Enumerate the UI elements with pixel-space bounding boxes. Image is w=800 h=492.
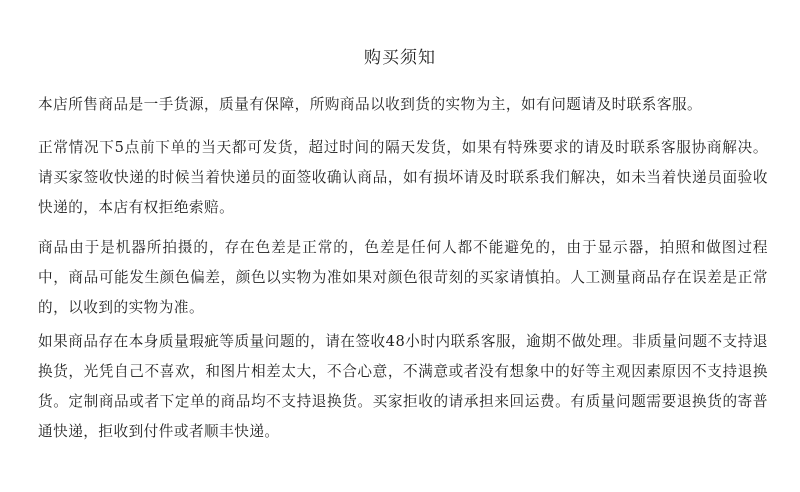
notice-paragraph-returns: 如果商品存在本身质量瑕疵等质量问题的，请在签收48小时内联系客服，逾期不做处理。非质量问题不支持退换货，光凭自己不喜欢，和图片相差太大，不合心意，不满意或者没有想象中的好等主观因素原因不支持退换货。定制商品或者下定单的商品均不支持退换货。买家拒收的请承担来回运费。有质量问题需要退换货的寄普通快递，拒收到付件或者顺丰快递。 xyxy=(38,333,768,440)
notice-paragraph-color-difference: 商品由于是机器所拍摄的，存在色差是正常的，色差是任何人都不能避免的，由于显示器，拍照和做图过程中，商品可能发生颜色偏差，颜色以实物为准如果对颜色很苛刻的买家请慎拍。人工测量商品存在误差是正常的，以收到的实物为准。 xyxy=(38,239,768,316)
page-title: 购买须知 xyxy=(364,48,436,68)
notice-paragraph-shipping: 正常情况下5点前下单的当天都可发货，超过时间的隔天发货，如果有特殊要求的请及时联系客服协商解决。请买家签收快递的时候当着快递员的面签收确认商品，如有损坏请及时联系我们解决，如未当着快递员面验收快递的，本店有权拒绝索赔。 xyxy=(38,139,768,216)
notice-paragraph-quality: 本店所售商品是一手货源，质量有保障，所购商品以收到货的实物为主，如有问题请及时联系客服。 xyxy=(38,96,703,113)
